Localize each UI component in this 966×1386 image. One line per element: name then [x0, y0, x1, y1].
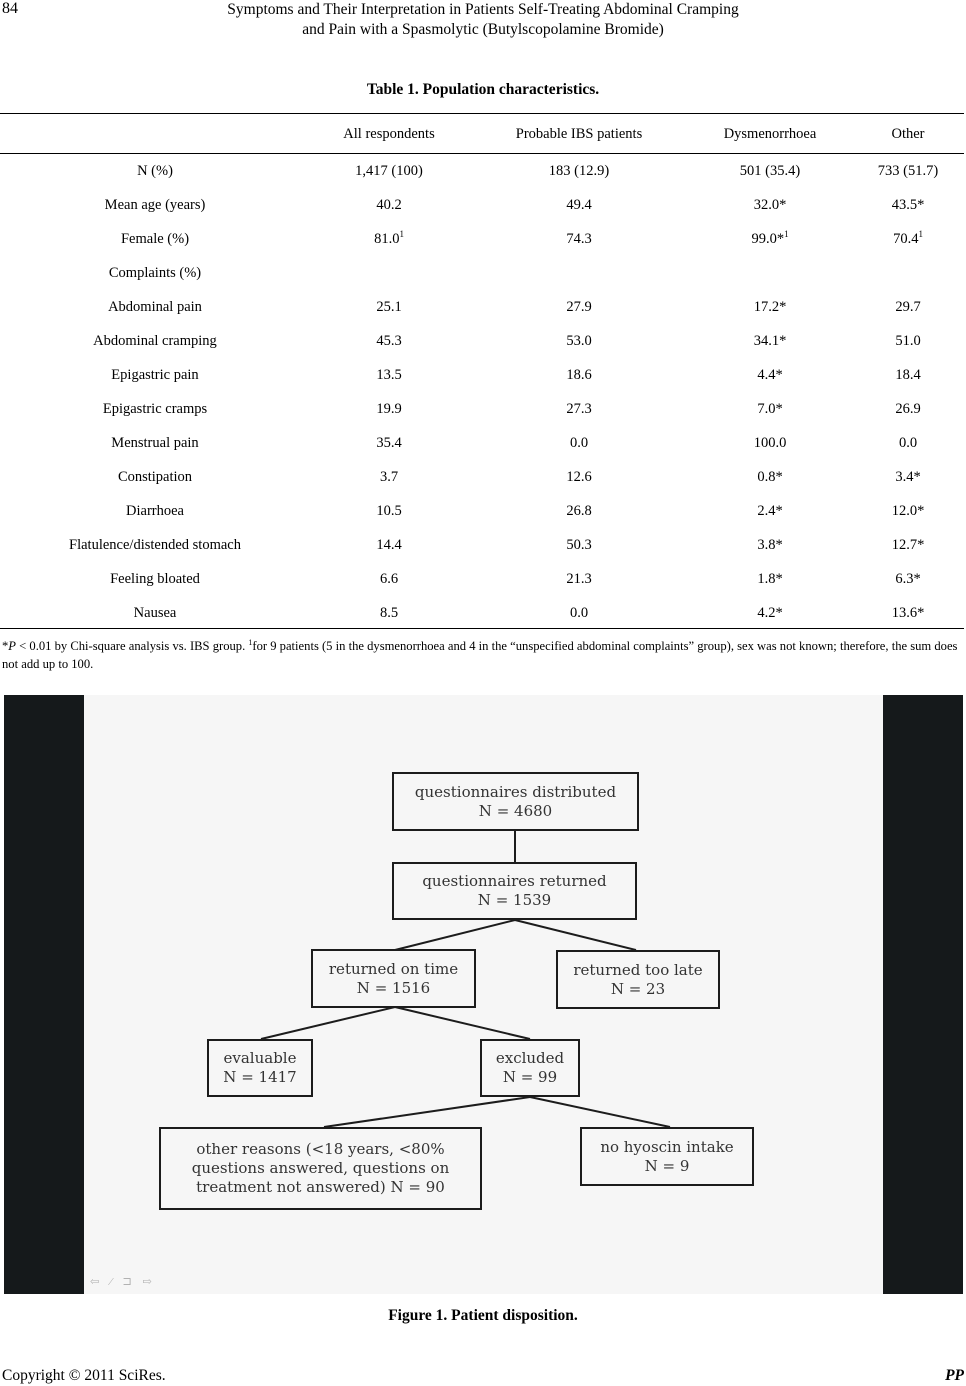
cell-ibs: 12.6: [566, 469, 592, 485]
table-top-rule: [0, 113, 964, 114]
col-header-dysmenorrhoea: Dysmenorrhoea: [723, 126, 817, 142]
table-footnote: [2, 637, 964, 673]
connector-returned-ontime: [395, 920, 515, 950]
box-label: returned too late: [573, 960, 703, 979]
cell-all: 40.2: [376, 197, 402, 213]
table-caption: Table 1. Population characteristics.: [366, 81, 600, 98]
cell-dysmenorrhoea: 4.2*: [757, 605, 783, 621]
row-label: Menstrual pain: [111, 435, 199, 451]
figure-patient-disposition: [4, 695, 963, 1294]
table-bottom-rule: [0, 628, 964, 629]
journal-abbreviation: PP: [945, 1367, 964, 1384]
page-number: 84: [2, 0, 18, 17]
table-row: [0, 333, 964, 353]
footnote-mark: 1: [248, 638, 253, 647]
cell-ibs: 18.6: [566, 367, 592, 383]
cell-all: 13.5: [376, 367, 402, 383]
cell-all: 8.5: [379, 605, 399, 621]
cell-dysmenorrhoea: 1.8*: [757, 571, 783, 587]
box-no-hyoscin-intake: [580, 1127, 754, 1186]
footnote-mark: 1: [784, 229, 789, 239]
table-header-rule: [0, 153, 964, 154]
row-label: Female (%): [120, 231, 190, 247]
box-count: N = 23: [610, 979, 666, 998]
table-row: [0, 537, 964, 557]
cell-all: [374, 231, 404, 248]
cell-dysmenorrhoea: 7.0*: [757, 401, 783, 417]
cell-dysmenorrhoea: [751, 231, 788, 248]
cell-all: 35.4: [376, 435, 402, 451]
cell-ibs: 26.8: [566, 503, 592, 519]
box-evaluable: [207, 1039, 313, 1097]
cell-all: 3.7: [379, 469, 399, 485]
cell-all: 1,417 (100): [355, 163, 423, 179]
connector-excluded-otherreasons: [324, 1097, 530, 1127]
figure-caption: Figure 1. Patient disposition.: [388, 1307, 578, 1324]
cell-dysmenorrhoea: 2.4*: [757, 503, 783, 519]
box-count: N = 9: [644, 1156, 690, 1175]
footnote-mark: 1: [399, 229, 404, 239]
box-label-line-1: other reasons (<18 years, <80%: [196, 1140, 445, 1158]
cell-value: 81.0: [374, 231, 400, 247]
table-row: [0, 435, 964, 455]
cell-other: 0.0: [898, 435, 918, 451]
table-row: [0, 401, 964, 421]
cell-value: 70.4: [893, 231, 919, 247]
table-row: [0, 605, 964, 625]
row-label: Abdominal pain: [108, 299, 202, 315]
cell-other: 13.6*: [891, 605, 925, 621]
cell-dysmenorrhoea: 0.8*: [757, 469, 783, 485]
cell-dysmenorrhoea: 3.8*: [757, 537, 783, 553]
flowchart-canvas: [84, 695, 883, 1294]
box-count: N = 99: [502, 1068, 558, 1086]
cell-ibs: 49.4: [566, 197, 592, 213]
cell-other: 6.3*: [895, 571, 921, 587]
box-returned-on-time: [311, 949, 476, 1008]
col-header-all-respondents: All respondents: [343, 126, 435, 142]
cell-other: 12.0*: [891, 503, 925, 519]
connector-returned-toolate: [515, 920, 636, 950]
table-row: [0, 231, 964, 251]
cell-ibs: 50.3: [566, 537, 592, 553]
box-excluded: [480, 1039, 580, 1097]
cell-other: 3.4*: [895, 469, 921, 485]
running-title: [0, 0, 966, 40]
cell-other: 29.7: [895, 299, 921, 315]
cell-dysmenorrhoea: 4.4*: [757, 367, 783, 383]
cell-dysmenorrhoea: 34.1*: [753, 333, 787, 349]
col-header-other: Other: [891, 126, 925, 142]
cell-all: 10.5: [376, 503, 402, 519]
cell-other: 18.4: [895, 367, 921, 383]
cell-other: 43.5*: [891, 197, 925, 213]
row-label: N (%): [137, 163, 173, 179]
box-label: questionnaires returned: [422, 872, 607, 890]
box-label-line-2: questions answered, questions on: [191, 1159, 450, 1177]
cell-all: 14.4: [376, 537, 402, 553]
row-label: Epigastric pain: [111, 367, 199, 383]
box-label: no hyoscin intake: [600, 1137, 734, 1156]
box-other-reasons: [159, 1127, 482, 1210]
cell-dysmenorrhoea: 17.2*: [753, 299, 787, 315]
running-title-line-2: and Pain with a Spasmolytic (Butylscopolamine Bromide): [302, 21, 664, 38]
footnote-text-2: for 9 patients (5 in the dysmenorrhoea and 4 in the “unspecified abdominal complaints” group), sex was not known; therefore, the sum does not add up to 100.: [2, 639, 958, 671]
running-title-line-1: Symptoms and Their Interpretation in Patients Self-Treating Abdominal Cramping: [227, 1, 739, 18]
cell-ibs: 27.9: [566, 299, 592, 315]
footnote-mark: 1: [918, 229, 923, 239]
table-row: [0, 469, 964, 489]
row-label: Abdominal cramping: [93, 333, 217, 349]
box-count: N = 1417: [223, 1068, 297, 1086]
table-row: [0, 197, 964, 217]
table-row: [0, 299, 964, 319]
box-count: N = 4680: [478, 801, 553, 820]
box-count: N = 1516: [356, 978, 431, 997]
cell-dysmenorrhoea: 501 (35.4): [739, 163, 801, 179]
table-row: [0, 367, 964, 387]
table-row: [0, 163, 964, 183]
cell-ibs: 74.3: [566, 231, 592, 247]
box-count: N = 1539: [477, 891, 552, 909]
cell-dysmenorrhoea: 32.0*: [753, 197, 787, 213]
col-header-ibs: Probable IBS patients: [515, 126, 643, 142]
cell-other: 51.0: [895, 333, 921, 349]
footnote-star: *: [2, 639, 9, 653]
box-questionnaires-distributed: [392, 772, 639, 831]
row-label: Constipation: [117, 469, 193, 485]
cell-dysmenorrhoea: 100.0: [753, 435, 787, 451]
table-row: [0, 571, 964, 591]
cell-value: 99.0*: [751, 231, 785, 247]
cell-other: [893, 231, 923, 248]
table-row: [0, 265, 964, 285]
connector-ontime-excluded: [395, 1007, 530, 1039]
cell-ibs: 0.0: [569, 605, 589, 621]
footnote-text-1: < 0.01 by Chi-square analysis vs. IBS group.: [16, 639, 249, 653]
row-label: Nausea: [133, 605, 177, 621]
cell-ibs: 183 (12.9): [548, 163, 610, 179]
connector-ontime-evaluable: [261, 1007, 395, 1039]
box-label: questionnaires distributed: [414, 782, 617, 801]
cell-all: 19.9: [376, 401, 402, 417]
box-label: evaluable: [223, 1049, 297, 1067]
box-returned-too-late: [556, 950, 720, 1009]
cell-other: 26.9: [895, 401, 921, 417]
connector-excluded-nohyoscin: [530, 1097, 670, 1127]
table-row: [0, 503, 964, 523]
cell-ibs: 27.3: [566, 401, 592, 417]
cell-all: 45.3: [376, 333, 402, 349]
cell-all: 6.6: [379, 571, 399, 587]
row-label: Flatulence/distended stomach: [69, 537, 241, 553]
cell-other: 733 (51.7): [877, 163, 939, 179]
box-label-line-3: treatment not answered) N = 90: [196, 1178, 445, 1196]
row-label: Diarrhoea: [126, 503, 184, 519]
cell-ibs: 21.3: [566, 571, 592, 587]
cell-ibs: 53.0: [566, 333, 592, 349]
row-label: Epigastric cramps: [102, 401, 208, 417]
box-questionnaires-returned: [392, 862, 637, 920]
row-label: Complaints (%): [108, 265, 202, 281]
row-label: Feeling bloated: [110, 571, 200, 587]
box-label: returned on time: [328, 959, 459, 978]
box-label: excluded: [495, 1049, 565, 1067]
copyright-notice: Copyright © 2011 SciRes.: [2, 1367, 166, 1384]
cell-ibs: 0.0: [569, 435, 589, 451]
cell-all: 25.1: [376, 299, 402, 315]
slide-nav-icons[interactable]: ⇦ ⁄ ⊐ ⇨: [90, 1276, 156, 1288]
footnote-p-symbol: P: [8, 639, 16, 653]
cell-other: 12.7*: [891, 537, 925, 553]
row-label: Mean age (years): [104, 197, 206, 213]
